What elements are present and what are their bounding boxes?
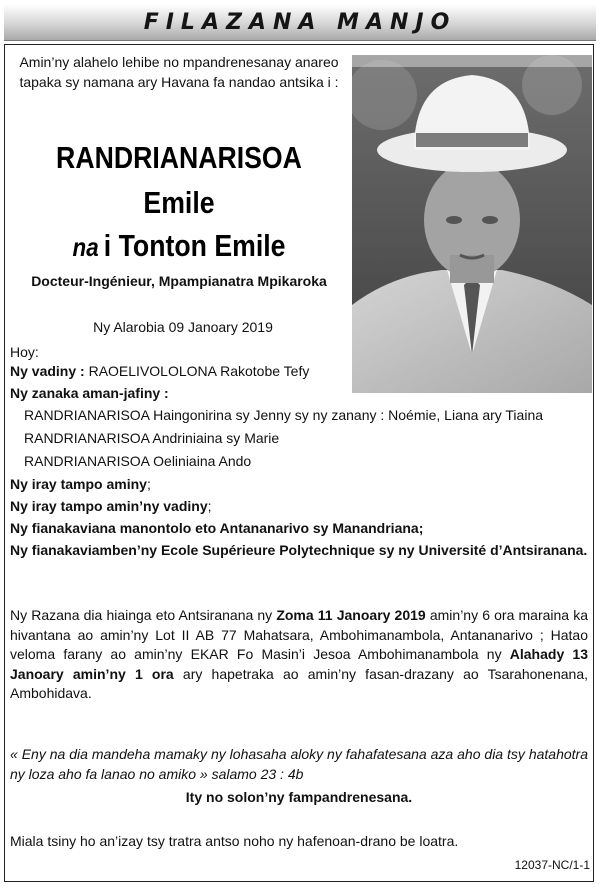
intro-text: Amin’ny alahelo lehibe no mpandrenesanay anareo tapaka sy namana ary Havana fa nandao antsika i :	[19, 54, 339, 90]
alias-na: na	[72, 232, 99, 262]
death-date: Ny Alarobia 09 Janoary 2019	[93, 319, 273, 335]
family-group	[10, 519, 423, 539]
deceased-title: Docteur-Ingénieur, Mpampianatra Mpikaroka	[31, 273, 327, 289]
deceased-given-name: Emile	[143, 185, 215, 220]
deceased-alias	[30, 228, 328, 264]
funeral-text: ary hapetraka ao amin’ny fasan-drazany ao Tsarahonenana, Ambohidava.	[10, 665, 588, 701]
child-line: RANDRIANARISOA Andriniaina sy Marie	[24, 430, 280, 446]
family-group-label: Ny iray tampo amin’ny vadiny	[10, 498, 208, 514]
family-group-label: Ny iray tampo aminy	[10, 476, 147, 492]
deceased-surname: RANDRIANARISOA	[56, 140, 302, 175]
alias-name: i Tonton Emile	[103, 228, 286, 263]
child-line: RANDRIANARISOA Oeliniaina Ando	[24, 453, 252, 469]
reference-code: 12037-NC/1-1	[514, 858, 590, 872]
psalm-quote: « Eny na dia mandeha mamaky ny lohasaha aloky ny fahafatesana aza aho dia tsy hatahotra ny loza aho fa lanao no amiko » salamo 23 : 4b	[10, 746, 588, 782]
spouse-line	[10, 362, 309, 382]
funeral-ceremony-time: Alahady 13 Janoary amin’ny 1 ora	[10, 646, 588, 682]
closing-line: Ity no solon’ny fampandrenesana.	[185, 789, 413, 805]
spouse-label: Ny vadiny :	[10, 363, 85, 379]
institution-line: Ny fianakaviamben’ny Ecole Supérieure Polytechnique sy ny Université d’Antsiranana.	[10, 542, 588, 558]
family-group	[10, 497, 212, 517]
header-title: FILAZANA MANJO	[143, 9, 457, 35]
family-group-label: Ny fianakaviana manontolo eto Antananarivo sy Manandriana;	[10, 520, 424, 536]
family-group	[10, 475, 151, 495]
header-banner	[4, 4, 596, 41]
family-group-suffix: ;	[146, 476, 151, 492]
funeral-text: Ny Razana dia hiainga eto Antsiranana ny	[10, 607, 277, 623]
funeral-date: Zoma 11 Janoary 2019	[276, 607, 426, 623]
footer-note: Miala tsiny ho an’izay tsy tratra antso noho ny hafenoan-drano be loatra.	[10, 833, 459, 849]
hoy-label: Hoy:	[10, 344, 39, 360]
spouse-name: RAOELIVOLOLONA Rakotobe Tefy	[88, 363, 310, 379]
funeral-paragraph	[10, 606, 588, 704]
funeral-text: amin’ny 6 ora maraina ka hivantana ao amin’ny Lot II AB 77 Mahatsara, Ambohimanambola, Antananarivo ; Hatao veloma farany ao amin’ny EKAR Fo Masin’i Jesoa Ambohimanambola ny	[10, 607, 589, 662]
child-line: RANDRIANARISOA Haingonirina sy Jenny sy ny zanany : Noémie, Liana ary Tiaina	[24, 407, 544, 423]
children-label: Ny zanaka aman-jafiny :	[10, 385, 169, 401]
family-group-suffix: ;	[207, 498, 212, 514]
